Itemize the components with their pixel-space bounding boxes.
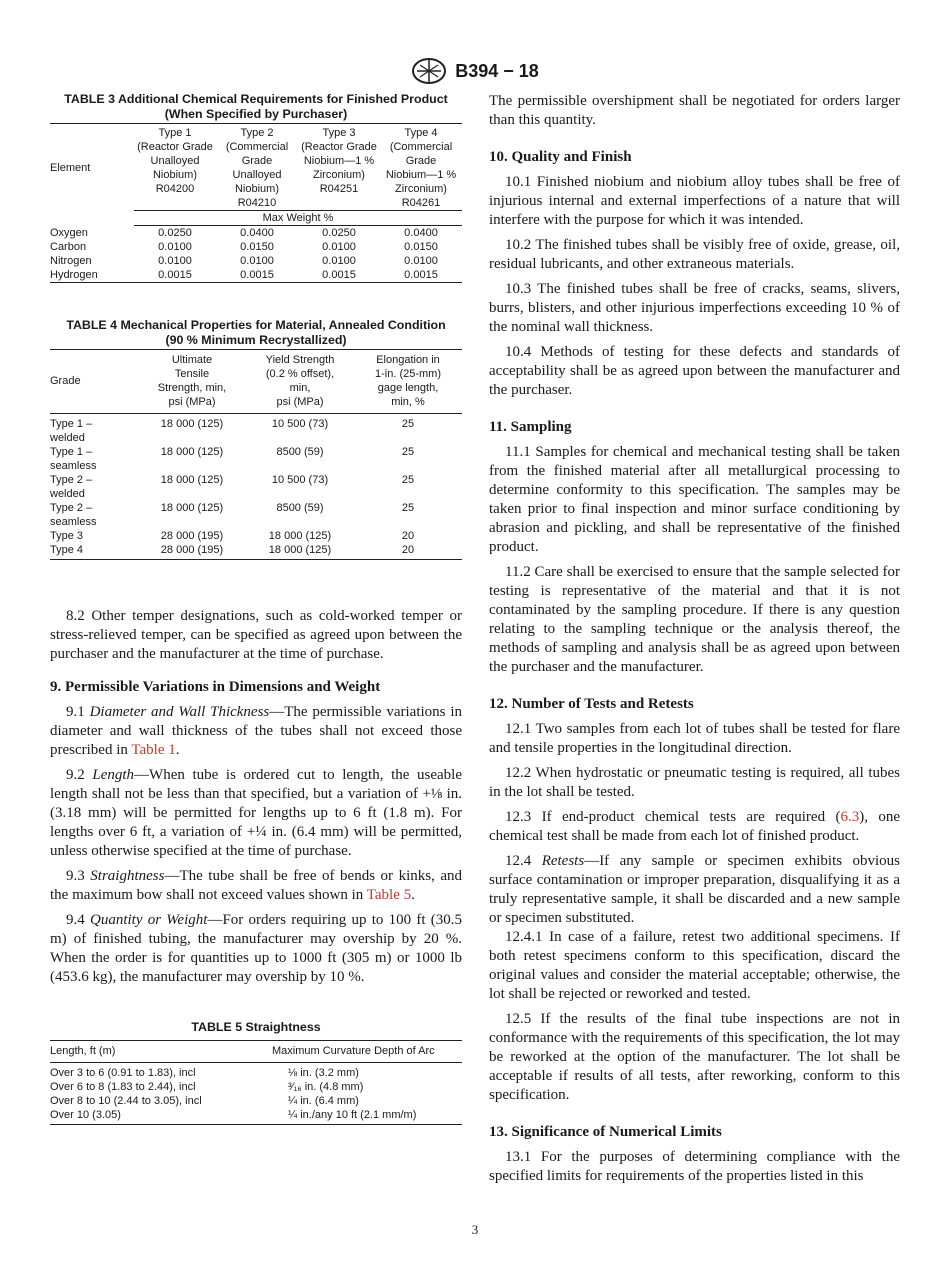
table4-grid (50, 349, 462, 560)
page-header (0, 57, 950, 85)
paragraph-continued: The permissible overshipment shall be negotiated for orders larger than this quantity. (489, 93, 900, 128)
paragraph-10-3: 10.3 The finished tubes shall be free of cracks, seams, slivers, burrs, blisters, and other injurious imperfections exceeding 10 % of the nominal wall thickness. (489, 281, 900, 335)
right-column (489, 92, 900, 1186)
paragraph-13-1: 13.1 For the purposes of determining compliance with the specified limits for requirements of the properties listed in this (489, 1149, 900, 1184)
paragraph-12-1: 12.1 Two samples from each lot of tubes shall be tested for flare and tensile properties in the longitudinal direction. (489, 721, 900, 756)
table-row: Nitrogen 0.0100 0.0100 0.0100 0.0100 (50, 255, 438, 267)
section-heading-11: 11. Sampling (489, 419, 572, 435)
table3-caption: TABLE 3 Additional Chemical Requirements for Finished Product (When Specified by Purchaser) (64, 92, 448, 121)
table3-max-weight-label: Max Weight % (134, 211, 462, 226)
table-row: Over 10 (3.05) ¼ in./any 10 ft (2.1 mm/m) (50, 1108, 462, 1125)
paragraph-9-3: 9.3 Straightness—The tube shall be free of bends or kinks, and the maximum bow shall not exceed values shown in Table 5. (50, 868, 463, 903)
paragraph-9-2: 9.2 Length—When tube is ordered cut to length, the useable length shall not be less than that specified, but a variation of +⅛ in. (3.18 mm) will be permitted for lengths up to 6 ft (1.8 m). For lengths over 6 ft, a variation of +¼ in. (6.4 mm) will be permitted, unless otherwise specified at the time of purchase. (50, 767, 462, 859)
table3-type-header: Type 1 (Reactor Grade Unalloyed Niobium) R04200 (137, 127, 213, 195)
paragraph-12-2: 12.2 When hydrostatic or pneumatic testing is required, all tubes in the lot shall be tested. (489, 765, 900, 800)
paragraph-11-1: 11.1 Samples for chemical and mechanical testing shall be taken from the finished material after all metallurgical processing to determine conformity to this specification. The samples may be taken prior to final inspection and minor surface conditioning by abrasion and pickling, and shall be representative of the finished product. (489, 444, 900, 555)
paragraph-10-1: 10.1 Finished niobium and niobium alloy tubes shall be free of injurious internal and external imperfections of a nature that will interfere with the purpose for which it was intended. (489, 174, 900, 228)
table-row: Oxygen 0.0250 0.0400 0.0250 0.0400 (50, 226, 438, 239)
table3-type-header: Type 4 (Commercial Grade Niobium—1 % Zirconium) R04261 (385, 127, 457, 209)
table4-col-header: Yield Strength (0.2 % offset), min, psi (MPa) (265, 354, 335, 408)
table-row: Type 1 – seamless 18 000 (125) 8500 (59) 25 (50, 446, 415, 472)
table-row: Over 6 to 8 (1.83 to 2.44), incl ³⁄₁₆ in. (4.8 mm) (50, 1081, 364, 1093)
paragraph-12-3: 12.3 If end-product chemical tests are required (6.3), one chemical test shall be made from each lot of finished product. (489, 809, 901, 844)
table-row: Over 8 to 10 (2.44 to 3.05), incl ¼ in. (6.4 mm) (50, 1095, 359, 1107)
table4 (50, 318, 462, 560)
table4-col-header: Elongation in 1-in. (25-mm) gage length, min, % (374, 354, 441, 408)
section-heading-10: 10. Quality and Finish (489, 149, 632, 165)
table-5-link[interactable]: Table 5 (366, 887, 412, 903)
table-row: Type 3 28 000 (195) 18 000 (125) 20 (50, 530, 415, 542)
table5-caption: TABLE 5 Straightness (191, 1020, 321, 1034)
paragraph-10-4: 10.4 Methods of testing for these defects and standards of acceptability shall be as agreed upon between the manufacturer and the purchaser. (489, 344, 900, 398)
section-heading-13: 13. Significance of Numerical Limits (489, 1124, 722, 1140)
page-number: 3 (471, 1222, 479, 1237)
section-6-3-link[interactable]: 6.3 (840, 809, 860, 825)
paragraph-11-2: 11.2 Care shall be exercised to ensure that the sample selected for testing is representative of the material and that it is not contaminated by the sampling procedure. If there is any question relating to the sampling technique or the analysis thereof, the methods of sampling and analysis shall be as agreed upon between the purchaser and the manufacturer. (489, 564, 900, 675)
table5-length-header: Length, ft (m) (50, 1045, 116, 1057)
table-row: Type 1 – welded 18 000 (125) 10 500 (73) 25 (50, 418, 415, 444)
table-row: Type 2 – welded 18 000 (125) 10 500 (73) 25 (50, 474, 415, 500)
table4-grade-header: Grade (50, 375, 81, 387)
paragraph-9-1: 9.1 Diameter and Wall Thickness—The permissible variations in diameter and wall thickness of the tubes shall not exceed those prescribed in Table 1. (50, 704, 462, 758)
section-heading-12: 12. Number of Tests and Retests (489, 696, 694, 712)
table-row: Type 2 – seamless 18 000 (125) 8500 (59) 25 (50, 502, 415, 528)
document-designation: B394 − 18 (455, 60, 539, 81)
astm-logo-icon (411, 57, 447, 85)
left-body-text (50, 607, 462, 987)
section-heading-9: 9. Permissible Variations in Dimensions and Weight (50, 679, 381, 695)
table3-element-header: Element (50, 162, 91, 175)
paragraph-12-4: 12.4 Retests—If any sample or specimen exhibits obvious surface contamination or improper preparation, disqualifying it as a truly representative sample, it shall be discarded and a new sample or specimen substituted. (489, 853, 901, 926)
table3-type-header: Type 2 (Commercial Grade Unalloyed Niobium) R04210 (225, 127, 289, 209)
table5-curvature-header: Maximum Curvature Depth of Arc (272, 1045, 435, 1057)
table-row: Type 4 28 000 (195) 18 000 (125) 20 (50, 543, 462, 560)
table-row: Over 3 to 6 (0.91 to 1.83), incl ⅛ in. (3.2 mm) (50, 1067, 359, 1079)
table4-col-header: Ultimate Tensile Strength, min, psi (MPa) (157, 354, 227, 408)
table-1-link[interactable]: Table 1 (131, 742, 176, 758)
paragraph-12-5: 12.5 If the results of the final tube inspections are not in conformance with the requirements of this specification, the lot may be reworked at the option of the manufacturer. The lot shall be acceptable if results of all tests, after reworking, conform to this specification. (489, 1011, 900, 1103)
table4-caption: TABLE 4 Mechanical Properties for Material, Annealed Condition (90 % Minimum Recrystallized) (66, 318, 446, 347)
table3 (50, 92, 462, 283)
table5-grid (50, 1040, 462, 1125)
paragraph-8-2: 8.2 Other temper designations, such as cold-worked temper or stress-relieved temper, can be specified as agreed upon between the purchaser and the manufacturer at the time of purchase. (50, 608, 462, 662)
table5 (50, 1020, 462, 1125)
paragraph-9-4: 9.4 Quantity or Weight—For orders requiring up to 100 ft (30.5 m) of finished tubing, the manufacturer may overship by 20 %. When the order is for quantities up to 1000 ft (305 m) or 1000 lb (453.6 kg), the manufacturer may overship by 10 %. (50, 912, 463, 985)
table-row: Hydrogen 0.0015 0.0015 0.0015 0.0015 (50, 268, 462, 283)
left-column (50, 92, 462, 1125)
table-row: Carbon 0.0100 0.0150 0.0100 0.0150 (50, 241, 438, 253)
table3-type-header: Type 3 (Reactor Grade Niobium—1 % Zirconium) R04251 (301, 127, 377, 195)
table3-grid (50, 123, 462, 283)
paragraph-12-4-1: 12.4.1 In case of a failure, retest two additional specimens. If both retest specimens conform to this specification, discard the original values and consider the material acceptable; otherwise, the lot shall be rejected or reworked and tested. (489, 929, 900, 1002)
paragraph-10-2: 10.2 The finished tubes shall be visibly free of oxide, grease, oil, residual lubricants, and other extraneous materials. (489, 237, 900, 272)
